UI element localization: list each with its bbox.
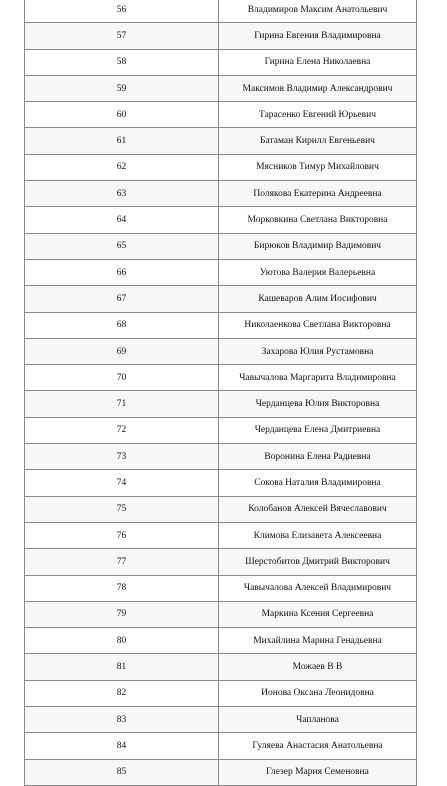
row-number-cell: 63 [25,181,219,207]
table-body [25,0,417,785]
full-name-cell: Чавычалова Маргарита Владимировна [219,365,417,391]
table-row [25,470,417,496]
row-number-cell: 78 [25,575,219,601]
row-number-cell: 76 [25,522,219,548]
full-name-cell: Чапланова [219,707,417,733]
row-number-cell: 59 [25,75,219,101]
full-name-cell: Кашеваров Алим Иосифович [219,286,417,312]
full-name-cell: Морковкина Светлана Викторовна [219,207,417,233]
full-name-cell: Черданцева Юлия Викторовна [219,391,417,417]
row-number-cell: 58 [25,49,219,75]
table-row [25,49,417,75]
table-row [25,365,417,391]
row-number-cell: 70 [25,365,219,391]
table-row [25,338,417,364]
table-row [25,181,417,207]
table-row [25,233,417,259]
row-number-cell: 73 [25,444,219,470]
row-number-cell: 75 [25,496,219,522]
full-name-cell: Тарасенко Евгений Юрьевич [219,102,417,128]
row-number-cell: 74 [25,470,219,496]
row-number-cell: 80 [25,628,219,654]
full-name-cell: Сокова Наталия Владимировна [219,470,417,496]
full-name-cell: Климова Елизавета Алексеевна [219,522,417,548]
row-number-cell: 68 [25,312,219,338]
table-row [25,312,417,338]
table-row [25,417,417,443]
table-row [25,759,417,785]
row-number-cell: 64 [25,207,219,233]
full-name-cell: Бирюков Владимир Вадимович [219,233,417,259]
table-row [25,575,417,601]
full-name-cell: Мясников Тимур Михайлович [219,154,417,180]
table-row [25,654,417,680]
table-row [25,733,417,759]
row-number-cell: 60 [25,102,219,128]
table-row [25,286,417,312]
table-row [25,628,417,654]
row-number-cell: 69 [25,338,219,364]
table-row [25,680,417,706]
full-name-cell: Гирина Евгения Владимировна [219,23,417,49]
full-name-cell: Владимиров Максим Анатольевич [219,0,417,23]
row-number-cell: 57 [25,23,219,49]
full-name-cell: Максимов Владимир Александрович [219,75,417,101]
row-number-cell: 77 [25,549,219,575]
table-row [25,23,417,49]
table-row [25,259,417,285]
full-name-cell: Уютова Валерия Валерьевна [219,259,417,285]
table-row [25,549,417,575]
row-number-cell: 67 [25,286,219,312]
table-row [25,601,417,627]
full-name-cell: Черданцева Елена Дмитриевна [219,417,417,443]
full-name-cell: Можаев В В [219,654,417,680]
full-name-cell: Шерстобитов Дмитрий Викторович [219,549,417,575]
full-name-cell: Гуляева Анастасия Анатольевна [219,733,417,759]
table-row [25,102,417,128]
participants-table-container [24,0,416,786]
row-number-cell: 66 [25,259,219,285]
participants-table [24,0,417,786]
table-row [25,0,417,23]
table-row [25,207,417,233]
table-row [25,128,417,154]
row-number-cell: 71 [25,391,219,417]
row-number-cell: 85 [25,759,219,785]
full-name-cell: Николаенкова Светлана Викторовна [219,312,417,338]
full-name-cell: Ионова Оксана Леонидовна [219,680,417,706]
row-number-cell: 83 [25,707,219,733]
row-number-cell: 61 [25,128,219,154]
table-row [25,707,417,733]
row-number-cell: 79 [25,601,219,627]
row-number-cell: 56 [25,0,219,23]
row-number-cell: 65 [25,233,219,259]
table-row [25,75,417,101]
table-row [25,444,417,470]
row-number-cell: 84 [25,733,219,759]
table-row [25,154,417,180]
full-name-cell: Захарова Юлия Рустамовна [219,338,417,364]
full-name-cell: Чавычалова Алексей Владимирович [219,575,417,601]
full-name-cell: Воронина Елена Радиевна [219,444,417,470]
row-number-cell: 62 [25,154,219,180]
table-row [25,522,417,548]
full-name-cell: Колобанов Алексей Вячеславович [219,496,417,522]
table-row [25,496,417,522]
full-name-cell: Глезер Мария Семеновна [219,759,417,785]
full-name-cell: Михайлина Марина Генадьевна [219,628,417,654]
full-name-cell: Гирина Елена Николаевна [219,49,417,75]
row-number-cell: 81 [25,654,219,680]
full-name-cell: Полякова Екатерина Андреевна [219,181,417,207]
row-number-cell: 82 [25,680,219,706]
table-row [25,391,417,417]
row-number-cell: 72 [25,417,219,443]
full-name-cell: Батаман Кирилл Евгеньевич [219,128,417,154]
full-name-cell: Маркина Ксения Сергеевна [219,601,417,627]
